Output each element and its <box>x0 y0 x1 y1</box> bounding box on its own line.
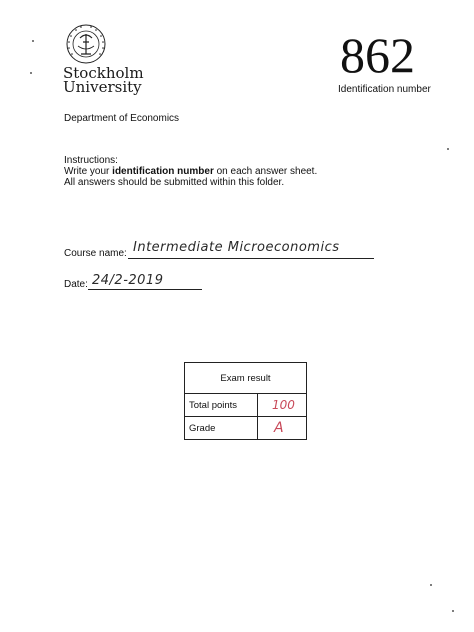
exam-result-header: Exam result <box>185 363 307 394</box>
date-value[interactable]: 24/2-2019 <box>92 273 164 288</box>
department-name: Department of Economics <box>64 113 180 124</box>
scan-speck <box>32 40 34 42</box>
total-points-value[interactable] <box>258 394 307 417</box>
scan-speck <box>30 72 32 74</box>
university-name-line1: Stockholm <box>63 64 144 82</box>
course-name-label: Course name: <box>64 248 127 259</box>
table-row <box>185 394 307 417</box>
course-name-underline <box>128 258 374 259</box>
identification-number: 862 <box>340 27 415 83</box>
identification-number-label: Identification number <box>338 84 431 95</box>
date-underline <box>88 289 202 290</box>
table-row <box>185 417 307 440</box>
instructions-line1-bold: identification number <box>112 166 214 177</box>
grade-value[interactable] <box>258 417 307 440</box>
instructions-line1-start: Write your <box>64 166 113 177</box>
scan-speck <box>447 148 449 150</box>
grade-label: Grade <box>185 417 258 440</box>
exam-result-table <box>184 362 307 440</box>
university-name <box>63 66 144 94</box>
scan-speck <box>430 584 432 586</box>
instructions <box>64 155 317 188</box>
instructions-line2: All answers should be submitted within this folder. <box>64 177 285 188</box>
scan-speck <box>452 610 454 612</box>
date-label: Date: <box>64 279 88 290</box>
course-name-value[interactable]: Intermediate Microeconomics <box>133 240 340 255</box>
grade-handwriting: A <box>274 420 284 436</box>
total-points-label: Total points <box>185 394 258 417</box>
instructions-line1 <box>64 166 317 177</box>
exam-result-header-row <box>185 363 307 394</box>
university-name-line2: University <box>63 78 142 96</box>
instructions-line1-end: on each answer sheet. <box>213 166 318 177</box>
stockholm-university-seal-icon <box>56 22 116 70</box>
total-points-handwriting: 100 <box>272 398 295 412</box>
instructions-heading: Instructions: <box>64 155 118 166</box>
